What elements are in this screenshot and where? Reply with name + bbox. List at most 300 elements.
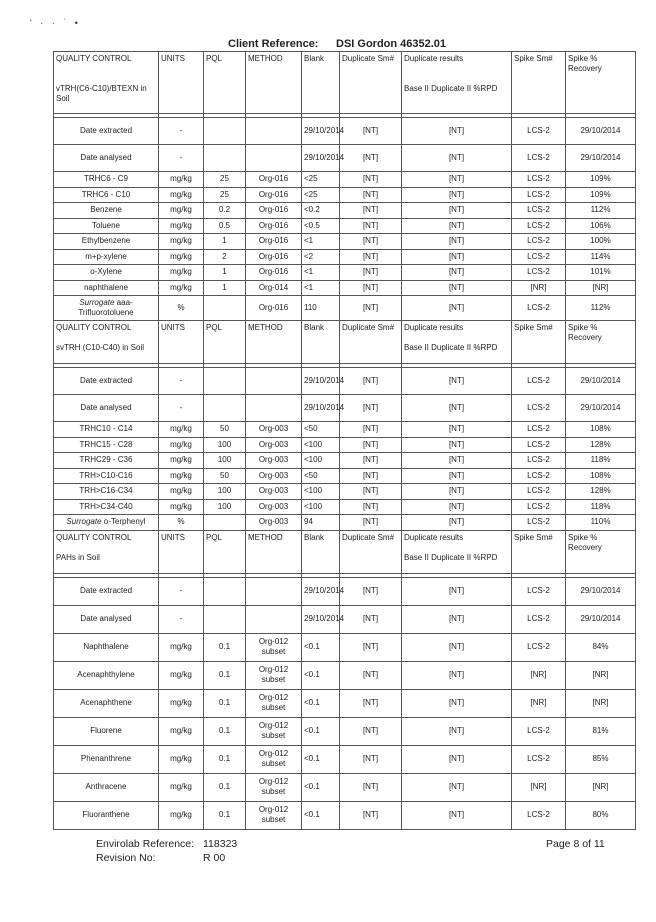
analyte-name: TRH>C34-C40 bbox=[54, 499, 159, 515]
pql-cell bbox=[204, 515, 246, 531]
table-row bbox=[54, 145, 636, 172]
table-row bbox=[54, 633, 636, 661]
spike-recovery-cell: 29/10/2014 bbox=[566, 395, 636, 422]
quality-control-label: QUALITY CONTROL bbox=[56, 54, 132, 63]
blank-cell: 29/10/2014 bbox=[302, 605, 340, 633]
duplicate-sm-cell: [NT] bbox=[340, 145, 402, 172]
client-reference-value: DSI Gordon 46352.01 bbox=[336, 38, 447, 50]
analyte-name: TRHC10 - C14 bbox=[54, 422, 159, 438]
method-cell bbox=[246, 395, 302, 422]
blank-cell: <100 bbox=[302, 453, 340, 469]
units-cell: mg/kg bbox=[159, 801, 204, 829]
duplicate-sm-cell: [NT] bbox=[340, 499, 402, 515]
blank-cell: 29/10/2014 bbox=[302, 118, 340, 145]
duplicate-sub-label: Base II Duplicate II %RPD bbox=[404, 552, 498, 562]
spike-recovery-cell: 112% bbox=[566, 203, 636, 219]
analyte-name bbox=[54, 296, 159, 321]
units-header: UNITS bbox=[159, 52, 204, 114]
blank-cell: <50 bbox=[302, 468, 340, 484]
spike-sm-cell: LCS-2 bbox=[512, 745, 566, 773]
table-row bbox=[54, 203, 636, 219]
spike-recovery-cell: [NR] bbox=[566, 661, 636, 689]
spike-recovery-cell: 29/10/2014 bbox=[566, 368, 636, 395]
blank-cell: <0.2 bbox=[302, 203, 340, 219]
pql-cell: 0.1 bbox=[204, 773, 246, 801]
table-row bbox=[54, 468, 636, 484]
table-row bbox=[54, 661, 636, 689]
spike-sm-cell: LCS-2 bbox=[512, 717, 566, 745]
envirolab-reference-value: 118323 bbox=[203, 838, 238, 850]
units-cell: mg/kg bbox=[159, 437, 204, 453]
table-row bbox=[54, 745, 636, 773]
table-row bbox=[54, 605, 636, 633]
spike-recovery-cell: [NR] bbox=[566, 280, 636, 296]
duplicate-results-cell: [NT] bbox=[402, 234, 512, 250]
revision-label: Revision No: bbox=[96, 852, 156, 864]
units-cell: mg/kg bbox=[159, 172, 204, 188]
analyte-name: Toluene bbox=[54, 218, 159, 234]
duplicate-sm-cell: [NT] bbox=[340, 296, 402, 321]
duplicate-sm-cell: [NT] bbox=[340, 605, 402, 633]
analyte-name: TRHC29 - C36 bbox=[54, 453, 159, 469]
spike-recovery-cell: 114% bbox=[566, 249, 636, 265]
table-row bbox=[54, 453, 636, 469]
spike-recovery-cell: 109% bbox=[566, 172, 636, 188]
method-cell: Org-003 bbox=[246, 515, 302, 531]
pql-cell bbox=[204, 395, 246, 422]
table-row bbox=[54, 187, 636, 203]
duplicate-sm-cell: [NT] bbox=[340, 717, 402, 745]
units-cell: mg/kg bbox=[159, 773, 204, 801]
units-cell: mg/kg bbox=[159, 745, 204, 773]
duplicate-results-cell: [NT] bbox=[402, 605, 512, 633]
spike-sm-cell: LCS-2 bbox=[512, 437, 566, 453]
pql-cell bbox=[204, 296, 246, 321]
analyte-name: Date extracted bbox=[54, 368, 159, 395]
table-row bbox=[54, 773, 636, 801]
blank-header: Blank bbox=[302, 321, 340, 364]
duplicate-sm-cell: [NT] bbox=[340, 395, 402, 422]
pql-cell: 0.1 bbox=[204, 717, 246, 745]
method-header: METHOD bbox=[246, 52, 302, 114]
method-cell: Org-014 bbox=[246, 280, 302, 296]
spike-recovery-cell: 108% bbox=[566, 468, 636, 484]
spike-sm-cell: LCS-2 bbox=[512, 296, 566, 321]
pql-cell: 0.1 bbox=[204, 689, 246, 717]
qc-table-body bbox=[54, 52, 636, 830]
duplicate-sm-cell: [NT] bbox=[340, 118, 402, 145]
analyte-name: o-Xylene bbox=[54, 265, 159, 281]
spike-recovery-cell: 100% bbox=[566, 234, 636, 250]
duplicate-results-cell: [NT] bbox=[402, 218, 512, 234]
duplicate-results-cell: [NT] bbox=[402, 499, 512, 515]
duplicate-sm-cell: [NT] bbox=[340, 218, 402, 234]
duplicate-results-cell: [NT] bbox=[402, 203, 512, 219]
spike-recovery-cell: 109% bbox=[566, 187, 636, 203]
table-row bbox=[54, 437, 636, 453]
blank-cell: <25 bbox=[302, 187, 340, 203]
blank-cell: <1 bbox=[302, 265, 340, 281]
blank-cell: 29/10/2014 bbox=[302, 395, 340, 422]
qc-table bbox=[53, 51, 636, 830]
blank-cell: <100 bbox=[302, 484, 340, 500]
spike-sm-cell: LCS-2 bbox=[512, 249, 566, 265]
duplicate-sm-cell: [NT] bbox=[340, 187, 402, 203]
method-cell: Org-012 subset bbox=[246, 801, 302, 829]
footer-reference bbox=[96, 838, 237, 866]
analyte-name: TRH>C16-C34 bbox=[54, 484, 159, 500]
table-row bbox=[54, 422, 636, 438]
units-cell: mg/kg bbox=[159, 187, 204, 203]
units-cell: - bbox=[159, 368, 204, 395]
units-cell: - bbox=[159, 145, 204, 172]
spike-recovery-cell: 84% bbox=[566, 633, 636, 661]
blank-header: Blank bbox=[302, 530, 340, 573]
blank-cell: <25 bbox=[302, 172, 340, 188]
units-cell: % bbox=[159, 515, 204, 531]
duplicate-sm-cell: [NT] bbox=[340, 249, 402, 265]
duplicate-results-cell: [NT] bbox=[402, 280, 512, 296]
spike-recovery-cell: 29/10/2014 bbox=[566, 118, 636, 145]
analyte-name: Naphthalene bbox=[54, 633, 159, 661]
table-row bbox=[54, 515, 636, 531]
spike-sm-header: Spike Sm# bbox=[512, 321, 566, 364]
analyte-name: Date analysed bbox=[54, 145, 159, 172]
spike-recovery-cell: 29/10/2014 bbox=[566, 145, 636, 172]
spike-sm-header: Spike Sm# bbox=[512, 52, 566, 114]
duplicate-sm-cell: [NT] bbox=[340, 368, 402, 395]
duplicate-sm-cell: [NT] bbox=[340, 745, 402, 773]
table-row bbox=[54, 577, 636, 605]
section-title: svTRH (C10-C40) in Soil bbox=[56, 343, 145, 352]
units-cell: mg/kg bbox=[159, 499, 204, 515]
units-cell: mg/kg bbox=[159, 265, 204, 281]
method-cell: Org-016 bbox=[246, 218, 302, 234]
analyte-name: Acenaphthene bbox=[54, 689, 159, 717]
analyte-name: Fluoranthene bbox=[54, 801, 159, 829]
section-header-row bbox=[54, 321, 636, 364]
method-header: METHOD bbox=[246, 530, 302, 573]
analyte-name bbox=[54, 515, 159, 531]
spike-recovery-cell: 106% bbox=[566, 218, 636, 234]
method-cell: Org-016 bbox=[246, 172, 302, 188]
method-cell bbox=[246, 368, 302, 395]
blank-cell: <100 bbox=[302, 437, 340, 453]
table-row bbox=[54, 689, 636, 717]
table-row bbox=[54, 172, 636, 188]
pql-cell: 25 bbox=[204, 187, 246, 203]
pql-cell bbox=[204, 577, 246, 605]
blank-cell: 94 bbox=[302, 515, 340, 531]
pql-cell: 0.2 bbox=[204, 203, 246, 219]
pql-cell: 25 bbox=[204, 172, 246, 188]
analyte-name: Benzene bbox=[54, 203, 159, 219]
pql-header: PQL bbox=[204, 530, 246, 573]
duplicate-sm-cell: [NT] bbox=[340, 172, 402, 188]
duplicate-sm-cell: [NT] bbox=[340, 515, 402, 531]
quality-control-label: QUALITY CONTROL bbox=[56, 532, 132, 542]
pql-header: PQL bbox=[204, 321, 246, 364]
spike-recovery-cell: 81% bbox=[566, 717, 636, 745]
analyte-name: Acenaphthylene bbox=[54, 661, 159, 689]
blank-cell: <1 bbox=[302, 234, 340, 250]
duplicate-sm-cell: [NT] bbox=[340, 801, 402, 829]
spike-recovery-cell: 85% bbox=[566, 745, 636, 773]
units-cell: - bbox=[159, 118, 204, 145]
duplicate-sm-cell: [NT] bbox=[340, 484, 402, 500]
spike-recovery-cell: 80% bbox=[566, 801, 636, 829]
duplicate-sub-label: Base II Duplicate II %RPD bbox=[404, 343, 498, 352]
duplicate-results-cell: [NT] bbox=[402, 453, 512, 469]
duplicate-sub-label: Base II Duplicate II %RPD bbox=[404, 84, 498, 93]
spike-sm-cell: [NR] bbox=[512, 661, 566, 689]
duplicate-sm-cell: [NT] bbox=[340, 203, 402, 219]
method-cell: Org-016 bbox=[246, 249, 302, 265]
method-cell: Org-003 bbox=[246, 437, 302, 453]
duplicate-results-cell: [NT] bbox=[402, 249, 512, 265]
duplicate-results-label: Duplicate results bbox=[404, 532, 464, 542]
envirolab-reference-label: Envirolab Reference: bbox=[96, 838, 195, 850]
pql-cell bbox=[204, 118, 246, 145]
duplicate-sm-cell: [NT] bbox=[340, 689, 402, 717]
table-row bbox=[54, 368, 636, 395]
analyte-name: TRHC15 - C28 bbox=[54, 437, 159, 453]
spike-recovery-cell: 101% bbox=[566, 265, 636, 281]
quality-control-label: QUALITY CONTROL bbox=[56, 323, 132, 332]
duplicate-results-label: Duplicate results bbox=[404, 54, 464, 63]
duplicate-results-cell: [NT] bbox=[402, 773, 512, 801]
pql-cell bbox=[204, 368, 246, 395]
duplicate-sm-cell: [NT] bbox=[340, 422, 402, 438]
spike-sm-cell: LCS-2 bbox=[512, 515, 566, 531]
section-header-row bbox=[54, 52, 636, 114]
method-cell: Org-016 bbox=[246, 187, 302, 203]
section-title: PAHs in Soil bbox=[56, 552, 100, 562]
method-cell: Org-016 bbox=[246, 203, 302, 219]
spike-sm-cell: LCS-2 bbox=[512, 468, 566, 484]
analyte-name: Fluorene bbox=[54, 717, 159, 745]
method-cell: Org-016 bbox=[246, 234, 302, 250]
blank-cell: <100 bbox=[302, 499, 340, 515]
table-row bbox=[54, 395, 636, 422]
section-header-row bbox=[54, 530, 636, 573]
pql-cell: 2 bbox=[204, 249, 246, 265]
duplicate-results-cell: [NT] bbox=[402, 187, 512, 203]
analyte-name: TRHC6 - C9 bbox=[54, 172, 159, 188]
duplicate-sm-cell: [NT] bbox=[340, 453, 402, 469]
duplicate-sm-cell: [NT] bbox=[340, 577, 402, 605]
spike-recovery-cell: 118% bbox=[566, 453, 636, 469]
units-cell: mg/kg bbox=[159, 689, 204, 717]
duplicate-results-cell: [NT] bbox=[402, 395, 512, 422]
units-cell: - bbox=[159, 395, 204, 422]
blank-cell: <0.1 bbox=[302, 633, 340, 661]
analyte-name: Date analysed bbox=[54, 395, 159, 422]
pql-cell: 100 bbox=[204, 453, 246, 469]
method-cell: Org-012 subset bbox=[246, 773, 302, 801]
method-cell: Org-012 subset bbox=[246, 633, 302, 661]
units-cell: mg/kg bbox=[159, 633, 204, 661]
pql-cell: 50 bbox=[204, 422, 246, 438]
pql-cell: 0.1 bbox=[204, 661, 246, 689]
pql-cell: 100 bbox=[204, 437, 246, 453]
spike-recovery-cell: 110% bbox=[566, 515, 636, 531]
table-row bbox=[54, 499, 636, 515]
spike-sm-cell: [NR] bbox=[512, 689, 566, 717]
units-cell: mg/kg bbox=[159, 203, 204, 219]
pql-cell: 1 bbox=[204, 265, 246, 281]
duplicate-results-cell: [NT] bbox=[402, 577, 512, 605]
duplicate-sm-cell: [NT] bbox=[340, 773, 402, 801]
spike-sm-cell: LCS-2 bbox=[512, 234, 566, 250]
blank-cell: <0.5 bbox=[302, 218, 340, 234]
table-row bbox=[54, 717, 636, 745]
units-header: UNITS bbox=[159, 530, 204, 573]
blank-header: Blank bbox=[302, 52, 340, 114]
surrogate-compound: aaa-Trifluorotoluene bbox=[78, 298, 134, 317]
surrogate-compound: o-Terphenyl bbox=[101, 517, 146, 527]
surrogate-label: Surrogate bbox=[79, 298, 115, 307]
table-row bbox=[54, 234, 636, 250]
units-cell: % bbox=[159, 296, 204, 321]
spike-sm-cell: LCS-2 bbox=[512, 801, 566, 829]
spike-sm-cell: LCS-2 bbox=[512, 395, 566, 422]
duplicate-results-cell: [NT] bbox=[402, 689, 512, 717]
units-cell: mg/kg bbox=[159, 468, 204, 484]
spike-sm-cell: LCS-2 bbox=[512, 368, 566, 395]
spike-sm-cell: LCS-2 bbox=[512, 633, 566, 661]
method-cell bbox=[246, 605, 302, 633]
pql-cell: 100 bbox=[204, 499, 246, 515]
analyte-name: Anthracene bbox=[54, 773, 159, 801]
units-cell: mg/kg bbox=[159, 249, 204, 265]
pql-cell: 50 bbox=[204, 468, 246, 484]
method-cell: Org-016 bbox=[246, 265, 302, 281]
table-row bbox=[54, 218, 636, 234]
duplicate-sm-cell: [NT] bbox=[340, 437, 402, 453]
table-row bbox=[54, 265, 636, 281]
spike-recovery-cell: [NR] bbox=[566, 773, 636, 801]
units-cell: mg/kg bbox=[159, 453, 204, 469]
method-cell: Org-003 bbox=[246, 484, 302, 500]
surrogate-label: Surrogate bbox=[66, 517, 102, 527]
analyte-name: TRH>C10-C16 bbox=[54, 468, 159, 484]
method-cell: Org-012 subset bbox=[246, 717, 302, 745]
blank-cell: <50 bbox=[302, 422, 340, 438]
duplicate-sm-cell: [NT] bbox=[340, 468, 402, 484]
duplicate-results-cell: [NT] bbox=[402, 172, 512, 188]
duplicate-results-cell: [NT] bbox=[402, 801, 512, 829]
spike-sm-cell: LCS-2 bbox=[512, 484, 566, 500]
duplicate-results-cell: [NT] bbox=[402, 437, 512, 453]
blank-cell: <0.1 bbox=[302, 773, 340, 801]
blank-cell: <0.1 bbox=[302, 801, 340, 829]
method-cell: Org-003 bbox=[246, 468, 302, 484]
spike-recovery-cell: 29/10/2014 bbox=[566, 605, 636, 633]
method-cell: Org-003 bbox=[246, 453, 302, 469]
blank-cell: <2 bbox=[302, 249, 340, 265]
analyte-name: Ethylbenzene bbox=[54, 234, 159, 250]
pql-cell: 0.1 bbox=[204, 801, 246, 829]
units-cell: mg/kg bbox=[159, 218, 204, 234]
duplicate-results-header bbox=[402, 530, 512, 573]
pql-cell: 1 bbox=[204, 280, 246, 296]
client-reference bbox=[228, 38, 446, 50]
duplicate-sm-cell: [NT] bbox=[340, 633, 402, 661]
spike-sm-cell: [NR] bbox=[512, 280, 566, 296]
analyte-name: Date extracted bbox=[54, 577, 159, 605]
spike-sm-cell: LCS-2 bbox=[512, 453, 566, 469]
blank-cell: <1 bbox=[302, 280, 340, 296]
blank-cell: <0.1 bbox=[302, 661, 340, 689]
duplicate-results-cell: [NT] bbox=[402, 265, 512, 281]
duplicate-sm-cell: [NT] bbox=[340, 234, 402, 250]
table-row bbox=[54, 296, 636, 321]
units-cell: mg/kg bbox=[159, 280, 204, 296]
section-title: vTRH(C6-C10)/BTEXN in Soil bbox=[56, 84, 147, 103]
qc-header-cell bbox=[54, 321, 159, 364]
spike-recovery-cell: 118% bbox=[566, 499, 636, 515]
spike-sm-cell: LCS-2 bbox=[512, 187, 566, 203]
units-cell: mg/kg bbox=[159, 484, 204, 500]
spike-recovery-cell: 108% bbox=[566, 422, 636, 438]
duplicate-results-cell: [NT] bbox=[402, 145, 512, 172]
table-row bbox=[54, 280, 636, 296]
spike-sm-cell: LCS-2 bbox=[512, 605, 566, 633]
spike-recovery-cell: 128% bbox=[566, 484, 636, 500]
method-cell bbox=[246, 118, 302, 145]
units-cell: mg/kg bbox=[159, 717, 204, 745]
duplicate-results-cell: [NT] bbox=[402, 422, 512, 438]
pql-cell bbox=[204, 605, 246, 633]
duplicate-results-cell: [NT] bbox=[402, 633, 512, 661]
spike-sm-cell: LCS-2 bbox=[512, 265, 566, 281]
blank-cell: 29/10/2014 bbox=[302, 145, 340, 172]
pql-header: PQL bbox=[204, 52, 246, 114]
table-row bbox=[54, 801, 636, 829]
duplicate-results-cell: [NT] bbox=[402, 484, 512, 500]
duplicate-results-cell: [NT] bbox=[402, 368, 512, 395]
analyte-name: Date extracted bbox=[54, 118, 159, 145]
units-cell: mg/kg bbox=[159, 661, 204, 689]
pql-cell: 0.5 bbox=[204, 218, 246, 234]
pql-cell: 1 bbox=[204, 234, 246, 250]
duplicate-results-header bbox=[402, 52, 512, 114]
spike-recovery-header: Spike % Recovery bbox=[566, 530, 636, 573]
client-reference-label: Client Reference: bbox=[228, 38, 319, 50]
page-number: Page 8 of 11 bbox=[546, 838, 605, 850]
duplicate-results-cell: [NT] bbox=[402, 515, 512, 531]
spike-sm-cell: LCS-2 bbox=[512, 203, 566, 219]
spike-sm-cell: LCS-2 bbox=[512, 218, 566, 234]
scan-specks: ' · · ˙ • bbox=[30, 18, 81, 28]
duplicate-results-cell: [NT] bbox=[402, 717, 512, 745]
units-header: UNITS bbox=[159, 321, 204, 364]
spike-sm-cell: LCS-2 bbox=[512, 172, 566, 188]
duplicate-sm-header: Duplicate Sm# bbox=[340, 321, 402, 364]
table-row bbox=[54, 484, 636, 500]
duplicate-results-cell: [NT] bbox=[402, 468, 512, 484]
units-cell: mg/kg bbox=[159, 422, 204, 438]
table-row bbox=[54, 118, 636, 145]
analyte-name: Phenanthrene bbox=[54, 745, 159, 773]
units-cell: - bbox=[159, 605, 204, 633]
blank-cell: <0.1 bbox=[302, 689, 340, 717]
spike-sm-header: Spike Sm# bbox=[512, 530, 566, 573]
duplicate-results-header bbox=[402, 321, 512, 364]
duplicate-sm-header: Duplicate Sm# bbox=[340, 530, 402, 573]
duplicate-sm-cell: [NT] bbox=[340, 265, 402, 281]
